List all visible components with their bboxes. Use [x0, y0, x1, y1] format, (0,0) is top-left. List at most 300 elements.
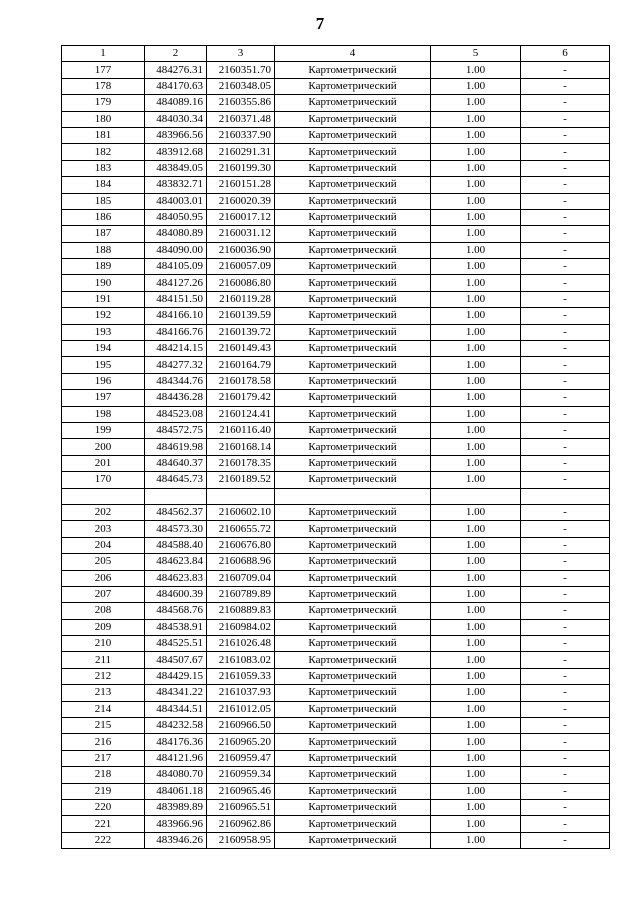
- point-number-cell: 170: [62, 472, 145, 488]
- table-row: [62, 619, 610, 635]
- point-number-cell: 214: [62, 701, 145, 717]
- y-coordinate-cell: 2160124.41: [207, 406, 275, 422]
- note-cell: -: [521, 111, 610, 127]
- note-cell: -: [521, 554, 610, 570]
- point-number-cell: 180: [62, 111, 145, 127]
- accuracy-cell: 1.00: [431, 799, 521, 815]
- table-body: [62, 62, 610, 849]
- accuracy-cell: 1.00: [431, 341, 521, 357]
- y-coordinate-cell: 2160020.39: [207, 193, 275, 209]
- point-number-cell: 191: [62, 291, 145, 307]
- method-cell: Картометрический: [275, 521, 431, 537]
- note-cell: -: [521, 95, 610, 111]
- note-cell: -: [521, 636, 610, 652]
- note-cell: -: [521, 193, 610, 209]
- y-coordinate-cell: 2161083.02: [207, 652, 275, 668]
- point-number-cell: 187: [62, 226, 145, 242]
- y-coordinate-cell: 2161012.05: [207, 701, 275, 717]
- method-cell: Картометрический: [275, 95, 431, 111]
- x-coordinate-cell: 484121.96: [145, 750, 207, 766]
- table-row: [62, 95, 610, 111]
- note-cell: -: [521, 390, 610, 406]
- method-cell: Картометрический: [275, 259, 431, 275]
- method-cell: Картометрический: [275, 390, 431, 406]
- method-cell: Картометрический: [275, 652, 431, 668]
- header-cell: 5: [431, 46, 521, 62]
- note-cell: -: [521, 652, 610, 668]
- accuracy-cell: 1.00: [431, 177, 521, 193]
- method-cell: Картометрический: [275, 816, 431, 832]
- y-coordinate-cell: 2160168.14: [207, 439, 275, 455]
- point-number-cell: 202: [62, 504, 145, 520]
- method-cell: Картометрический: [275, 209, 431, 225]
- table-row: [62, 78, 610, 94]
- method-cell: Картометрический: [275, 636, 431, 652]
- y-coordinate-cell: 2160889.83: [207, 603, 275, 619]
- y-coordinate-cell: 2160189.52: [207, 472, 275, 488]
- note-cell: -: [521, 816, 610, 832]
- note-cell: -: [521, 439, 610, 455]
- y-coordinate-cell: 2160962.86: [207, 816, 275, 832]
- method-cell: Картометрический: [275, 537, 431, 553]
- method-cell: Картометрический: [275, 799, 431, 815]
- point-number-cell: 182: [62, 144, 145, 160]
- note-cell: -: [521, 521, 610, 537]
- table-row: [62, 111, 610, 127]
- y-coordinate-cell: 2160688.96: [207, 554, 275, 570]
- method-cell: Картометрический: [275, 177, 431, 193]
- point-number-cell: 206: [62, 570, 145, 586]
- accuracy-cell: 1.00: [431, 816, 521, 832]
- point-number-cell: 203: [62, 521, 145, 537]
- method-cell: Картометрический: [275, 750, 431, 766]
- method-cell: Картометрический: [275, 439, 431, 455]
- table-row: [62, 750, 610, 766]
- header-cell: 3: [207, 46, 275, 62]
- accuracy-cell: 1.00: [431, 570, 521, 586]
- method-cell: Картометрический: [275, 734, 431, 750]
- x-coordinate-cell: 483849.05: [145, 160, 207, 176]
- x-coordinate-cell: 484214.15: [145, 341, 207, 357]
- method-cell: Картометрический: [275, 78, 431, 94]
- x-coordinate-cell: 484277.32: [145, 357, 207, 373]
- note-cell: -: [521, 767, 610, 783]
- table-row: [62, 144, 610, 160]
- accuracy-cell: 1.00: [431, 242, 521, 258]
- y-coordinate-cell: 2160149.43: [207, 341, 275, 357]
- x-coordinate-cell: 484276.31: [145, 62, 207, 78]
- y-coordinate-cell: 2160984.02: [207, 619, 275, 635]
- accuracy-cell: 1.00: [431, 357, 521, 373]
- method-cell: Картометрический: [275, 718, 431, 734]
- point-number-cell: 178: [62, 78, 145, 94]
- table-row: [62, 783, 610, 799]
- point-number-cell: 216: [62, 734, 145, 750]
- point-number-cell: 201: [62, 455, 145, 471]
- x-coordinate-cell: 484166.10: [145, 308, 207, 324]
- y-coordinate-cell: 2160031.12: [207, 226, 275, 242]
- table-row: [62, 767, 610, 783]
- y-coordinate-cell: 2160139.72: [207, 324, 275, 340]
- x-coordinate-cell: 483966.96: [145, 816, 207, 832]
- header-cell: 6: [521, 46, 610, 62]
- point-number-cell: 199: [62, 422, 145, 438]
- x-coordinate-cell: 484562.37: [145, 504, 207, 520]
- y-coordinate-cell: 2160602.10: [207, 504, 275, 520]
- table-row: [62, 439, 610, 455]
- point-number-cell: 200: [62, 439, 145, 455]
- table-row: [62, 177, 610, 193]
- x-coordinate-cell: 483989.89: [145, 799, 207, 815]
- x-coordinate-cell: 484600.39: [145, 586, 207, 602]
- table-row: [62, 537, 610, 553]
- accuracy-cell: 1.00: [431, 373, 521, 389]
- note-cell: -: [521, 160, 610, 176]
- point-number-cell: 220: [62, 799, 145, 815]
- method-cell: Картометрический: [275, 242, 431, 258]
- x-coordinate-cell: 484080.70: [145, 767, 207, 783]
- table-row: [62, 209, 610, 225]
- x-coordinate-cell: 484344.51: [145, 701, 207, 717]
- note-cell: -: [521, 242, 610, 258]
- accuracy-cell: 1.00: [431, 259, 521, 275]
- y-coordinate-cell: 2160139.59: [207, 308, 275, 324]
- point-number-cell: 179: [62, 95, 145, 111]
- x-coordinate-cell: 483832.71: [145, 177, 207, 193]
- point-number-cell: 183: [62, 160, 145, 176]
- accuracy-cell: 1.00: [431, 406, 521, 422]
- note-cell: -: [521, 406, 610, 422]
- y-coordinate-cell: 2160036.90: [207, 242, 275, 258]
- x-coordinate-cell: 484344.76: [145, 373, 207, 389]
- accuracy-cell: 1.00: [431, 767, 521, 783]
- table-row: [62, 275, 610, 291]
- x-coordinate-cell: 483946.26: [145, 832, 207, 848]
- x-coordinate-cell: 484640.37: [145, 455, 207, 471]
- note-cell: -: [521, 586, 610, 602]
- y-coordinate-cell: 2160199.30: [207, 160, 275, 176]
- point-number-cell: 215: [62, 718, 145, 734]
- table-row: [62, 504, 610, 520]
- y-coordinate-cell: 2160965.46: [207, 783, 275, 799]
- x-coordinate-cell: 483966.56: [145, 127, 207, 143]
- table-row: [62, 242, 610, 258]
- table-row: [62, 521, 610, 537]
- accuracy-cell: 1.00: [431, 603, 521, 619]
- table-row: [62, 341, 610, 357]
- x-coordinate-cell: 484588.40: [145, 537, 207, 553]
- method-cell: Картометрический: [275, 504, 431, 520]
- x-coordinate-cell: 484105.09: [145, 259, 207, 275]
- note-cell: -: [521, 259, 610, 275]
- note-cell: -: [521, 357, 610, 373]
- x-coordinate-cell: 484003.01: [145, 193, 207, 209]
- point-number-cell: 193: [62, 324, 145, 340]
- y-coordinate-cell: 2160709.04: [207, 570, 275, 586]
- table-header-row: [62, 46, 610, 62]
- accuracy-cell: 1.00: [431, 537, 521, 553]
- table-row: [62, 570, 610, 586]
- note-cell: -: [521, 537, 610, 553]
- table-row: [62, 455, 610, 471]
- note-cell: -: [521, 291, 610, 307]
- point-number-cell: 189: [62, 259, 145, 275]
- x-coordinate-cell: 484050.95: [145, 209, 207, 225]
- point-number-cell: 212: [62, 668, 145, 684]
- method-cell: Картометрический: [275, 62, 431, 78]
- x-coordinate-cell: 484568.76: [145, 603, 207, 619]
- table-row: [62, 406, 610, 422]
- accuracy-cell: 1.00: [431, 554, 521, 570]
- point-number-cell: 204: [62, 537, 145, 553]
- note-cell: -: [521, 619, 610, 635]
- point-number-cell: 197: [62, 390, 145, 406]
- method-cell: [275, 488, 431, 504]
- x-coordinate-cell: 484176.36: [145, 734, 207, 750]
- point-number-cell: 207: [62, 586, 145, 602]
- note-cell: -: [521, 78, 610, 94]
- note-cell: -: [521, 144, 610, 160]
- accuracy-cell: [431, 488, 521, 504]
- point-number-cell: 205: [62, 554, 145, 570]
- method-cell: Картометрический: [275, 554, 431, 570]
- y-coordinate-cell: 2160351.70: [207, 62, 275, 78]
- y-coordinate-cell: 2160348.05: [207, 78, 275, 94]
- point-number-cell: 219: [62, 783, 145, 799]
- x-coordinate-cell: 484151.50: [145, 291, 207, 307]
- y-coordinate-cell: 2160676.80: [207, 537, 275, 553]
- x-coordinate-cell: 484525.51: [145, 636, 207, 652]
- accuracy-cell: 1.00: [431, 226, 521, 242]
- table-row: [62, 422, 610, 438]
- method-cell: Картометрический: [275, 685, 431, 701]
- note-cell: -: [521, 177, 610, 193]
- note-cell: -: [521, 570, 610, 586]
- x-coordinate-cell: 484089.16: [145, 95, 207, 111]
- x-coordinate-cell: 484623.84: [145, 554, 207, 570]
- y-coordinate-cell: 2160116.40: [207, 422, 275, 438]
- accuracy-cell: 1.00: [431, 209, 521, 225]
- header-cell: 2: [145, 46, 207, 62]
- method-cell: Картометрический: [275, 586, 431, 602]
- point-number-cell: 213: [62, 685, 145, 701]
- table-row: [62, 603, 610, 619]
- accuracy-cell: 1.00: [431, 144, 521, 160]
- table-row: [62, 308, 610, 324]
- table-row: [62, 701, 610, 717]
- note-cell: -: [521, 373, 610, 389]
- method-cell: Картометрический: [275, 619, 431, 635]
- method-cell: Картометрический: [275, 127, 431, 143]
- note-cell: -: [521, 750, 610, 766]
- note-cell: -: [521, 603, 610, 619]
- accuracy-cell: 1.00: [431, 78, 521, 94]
- header-cell: 1: [62, 46, 145, 62]
- accuracy-cell: 1.00: [431, 291, 521, 307]
- x-coordinate-cell: 484619.98: [145, 439, 207, 455]
- point-number-cell: 211: [62, 652, 145, 668]
- method-cell: Картометрический: [275, 832, 431, 848]
- x-coordinate-cell: 484170.63: [145, 78, 207, 94]
- note-cell: -: [521, 668, 610, 684]
- accuracy-cell: 1.00: [431, 586, 521, 602]
- method-cell: Картометрический: [275, 308, 431, 324]
- accuracy-cell: 1.00: [431, 750, 521, 766]
- y-coordinate-cell: 2160789.89: [207, 586, 275, 602]
- table-row: [62, 718, 610, 734]
- table-row: [62, 291, 610, 307]
- table-row: [62, 668, 610, 684]
- table-row: [62, 586, 610, 602]
- y-coordinate-cell: 2161037.93: [207, 685, 275, 701]
- x-coordinate-cell: 484573.30: [145, 521, 207, 537]
- note-cell: -: [521, 324, 610, 340]
- method-cell: Картометрический: [275, 160, 431, 176]
- accuracy-cell: 1.00: [431, 455, 521, 471]
- accuracy-cell: 1.00: [431, 472, 521, 488]
- point-number-cell: 210: [62, 636, 145, 652]
- point-number-cell: 181: [62, 127, 145, 143]
- table-row: [62, 734, 610, 750]
- coordinates-table: [61, 45, 610, 849]
- x-coordinate-cell: 484080.89: [145, 226, 207, 242]
- y-coordinate-cell: 2160179.42: [207, 390, 275, 406]
- note-cell: -: [521, 209, 610, 225]
- x-coordinate-cell: 484341.22: [145, 685, 207, 701]
- method-cell: Картометрический: [275, 767, 431, 783]
- method-cell: Картометрический: [275, 275, 431, 291]
- y-coordinate-cell: 2160164.79: [207, 357, 275, 373]
- method-cell: Картометрический: [275, 472, 431, 488]
- accuracy-cell: 1.00: [431, 619, 521, 635]
- point-number-cell: 217: [62, 750, 145, 766]
- accuracy-cell: 1.00: [431, 521, 521, 537]
- table-row: [62, 357, 610, 373]
- note-cell: -: [521, 422, 610, 438]
- method-cell: Картометрический: [275, 422, 431, 438]
- note-cell: -: [521, 783, 610, 799]
- method-cell: Картометрический: [275, 324, 431, 340]
- method-cell: Картометрический: [275, 193, 431, 209]
- table-row: [62, 160, 610, 176]
- x-coordinate-cell: 483912.68: [145, 144, 207, 160]
- table-row: [62, 652, 610, 668]
- method-cell: Картометрический: [275, 144, 431, 160]
- table-row: [62, 62, 610, 78]
- method-cell: Картометрический: [275, 341, 431, 357]
- accuracy-cell: 1.00: [431, 636, 521, 652]
- y-coordinate-cell: 2160291.31: [207, 144, 275, 160]
- y-coordinate-cell: 2161026.48: [207, 636, 275, 652]
- note-cell: -: [521, 308, 610, 324]
- x-coordinate-cell: 484061.18: [145, 783, 207, 799]
- point-number-cell: 184: [62, 177, 145, 193]
- y-coordinate-cell: 2160959.47: [207, 750, 275, 766]
- point-number-cell: 208: [62, 603, 145, 619]
- accuracy-cell: 1.00: [431, 504, 521, 520]
- table-row: [62, 685, 610, 701]
- accuracy-cell: 1.00: [431, 95, 521, 111]
- x-coordinate-cell: 484127.26: [145, 275, 207, 291]
- table-row: [62, 127, 610, 143]
- x-coordinate-cell: 484166.76: [145, 324, 207, 340]
- note-cell: -: [521, 275, 610, 291]
- note-cell: -: [521, 799, 610, 815]
- x-coordinate-cell: 484090.00: [145, 242, 207, 258]
- table-row: [62, 799, 610, 815]
- point-number-cell: 194: [62, 341, 145, 357]
- y-coordinate-cell: 2160965.51: [207, 799, 275, 815]
- note-cell: -: [521, 341, 610, 357]
- point-number-cell: 185: [62, 193, 145, 209]
- y-coordinate-cell: 2160178.58: [207, 373, 275, 389]
- accuracy-cell: 1.00: [431, 685, 521, 701]
- point-number-cell: 222: [62, 832, 145, 848]
- x-coordinate-cell: 484429.15: [145, 668, 207, 684]
- point-number-cell: 218: [62, 767, 145, 783]
- y-coordinate-cell: [207, 488, 275, 504]
- table-row: [62, 373, 610, 389]
- x-coordinate-cell: 484645.73: [145, 472, 207, 488]
- method-cell: Картометрический: [275, 570, 431, 586]
- accuracy-cell: 1.00: [431, 652, 521, 668]
- accuracy-cell: 1.00: [431, 111, 521, 127]
- header-cell: 4: [275, 46, 431, 62]
- y-coordinate-cell: 2160151.28: [207, 177, 275, 193]
- x-coordinate-cell: 484523.08: [145, 406, 207, 422]
- y-coordinate-cell: 2160017.12: [207, 209, 275, 225]
- y-coordinate-cell: 2160966.50: [207, 718, 275, 734]
- x-coordinate-cell: 484507.67: [145, 652, 207, 668]
- table-row: [62, 488, 610, 504]
- y-coordinate-cell: 2160119.28: [207, 291, 275, 307]
- table-row: [62, 193, 610, 209]
- table-row: [62, 636, 610, 652]
- accuracy-cell: 1.00: [431, 832, 521, 848]
- point-number-cell: 192: [62, 308, 145, 324]
- accuracy-cell: 1.00: [431, 668, 521, 684]
- point-number-cell: 188: [62, 242, 145, 258]
- point-number-cell: 198: [62, 406, 145, 422]
- x-coordinate-cell: 484538.91: [145, 619, 207, 635]
- y-coordinate-cell: 2160655.72: [207, 521, 275, 537]
- method-cell: Картометрический: [275, 668, 431, 684]
- point-number-cell: 209: [62, 619, 145, 635]
- note-cell: -: [521, 504, 610, 520]
- x-coordinate-cell: 484436.28: [145, 390, 207, 406]
- y-coordinate-cell: 2160086.80: [207, 275, 275, 291]
- table-row: [62, 390, 610, 406]
- method-cell: Картометрический: [275, 603, 431, 619]
- accuracy-cell: 1.00: [431, 718, 521, 734]
- x-coordinate-cell: [145, 488, 207, 504]
- note-cell: -: [521, 226, 610, 242]
- method-cell: Картометрический: [275, 226, 431, 242]
- y-coordinate-cell: 2160355.86: [207, 95, 275, 111]
- accuracy-cell: 1.00: [431, 734, 521, 750]
- accuracy-cell: 1.00: [431, 422, 521, 438]
- accuracy-cell: 1.00: [431, 62, 521, 78]
- y-coordinate-cell: 2160178.35: [207, 455, 275, 471]
- x-coordinate-cell: 484232.58: [145, 718, 207, 734]
- table-row: [62, 472, 610, 488]
- y-coordinate-cell: 2160958.95: [207, 832, 275, 848]
- accuracy-cell: 1.00: [431, 160, 521, 176]
- note-cell: -: [521, 701, 610, 717]
- method-cell: Картометрический: [275, 701, 431, 717]
- x-coordinate-cell: 484623.83: [145, 570, 207, 586]
- method-cell: Картометрический: [275, 373, 431, 389]
